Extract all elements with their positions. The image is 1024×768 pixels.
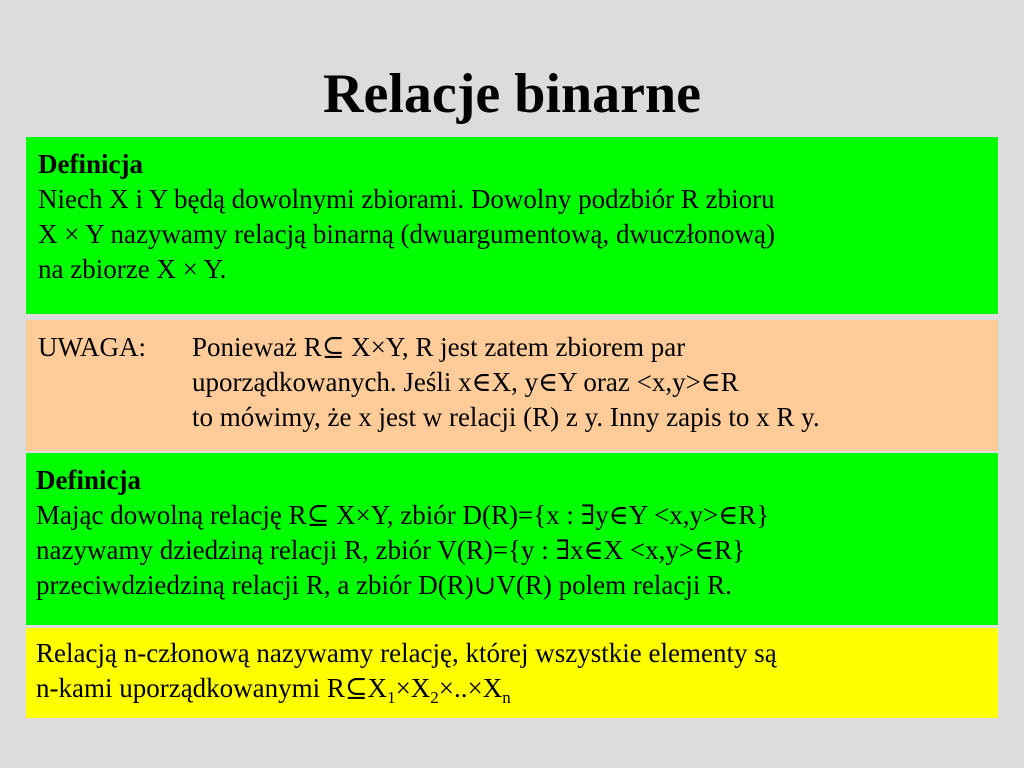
note-row (38, 330, 988, 365)
definition-text-line: nazywamy dziedziną relacji R, zbiór V(R)={y : ∃x∈X <x,y>∈R} (36, 535, 746, 565)
definition-box-2 (26, 453, 998, 625)
note-row (38, 365, 988, 400)
definition-box-1 (26, 137, 998, 314)
definition-text-line: Niech X i Y będą dowolnymi zbiorami. Dowolny podzbiór R zbioru (38, 184, 775, 214)
subscript-2: 2 (430, 688, 439, 707)
nary-formula-line (36, 671, 988, 706)
note-label: UWAGA: (38, 332, 146, 362)
nary-formula-times: ×..×X (438, 673, 503, 703)
nary-relation-box (26, 628, 998, 718)
slide-title: Relacje binarne (323, 63, 701, 125)
note-label-spacer (38, 365, 192, 400)
nary-text-line: Relacją n-członową nazywamy relację, której wszystkie elementy są (36, 638, 777, 668)
definition-text-line: X × Y nazywamy relacją binarną (dwuargumentową, dwuczłonową) (38, 219, 775, 249)
note-row (38, 400, 988, 435)
definition-text-line: przeciwdziedziną relacji R, a zbiór D(R)∪V(R) polem relacji R. (36, 570, 732, 600)
definition-text-line: na zbiorze X × Y. (38, 254, 227, 284)
note-label-spacer (38, 400, 192, 435)
definition-text-line: Mając dowolną relację R⊆ X×Y, zbiór D(R)={x : ∃y∈Y <x,y>∈R} (36, 500, 770, 530)
definition-heading: Definicja (36, 465, 141, 495)
definition-heading: Definicja (38, 149, 143, 179)
note-text-line: to mówimy, że x jest w relacji (R) z y. Inny zapis to x R y. (192, 402, 820, 432)
subscript-n: n (502, 688, 511, 707)
note-text-line: Ponieważ R⊆ X×Y, R jest zatem zbiorem par (192, 332, 686, 362)
nary-formula-times: ×X (395, 673, 431, 703)
note-box (26, 320, 998, 451)
note-text-line: uporządkowanych. Jeśli x∈X, y∈Y oraz <x,y>∈R (192, 367, 739, 397)
nary-formula-text: n-kami uporządkowanymi R⊆X (36, 673, 388, 703)
subscript-1: 1 (387, 688, 396, 707)
